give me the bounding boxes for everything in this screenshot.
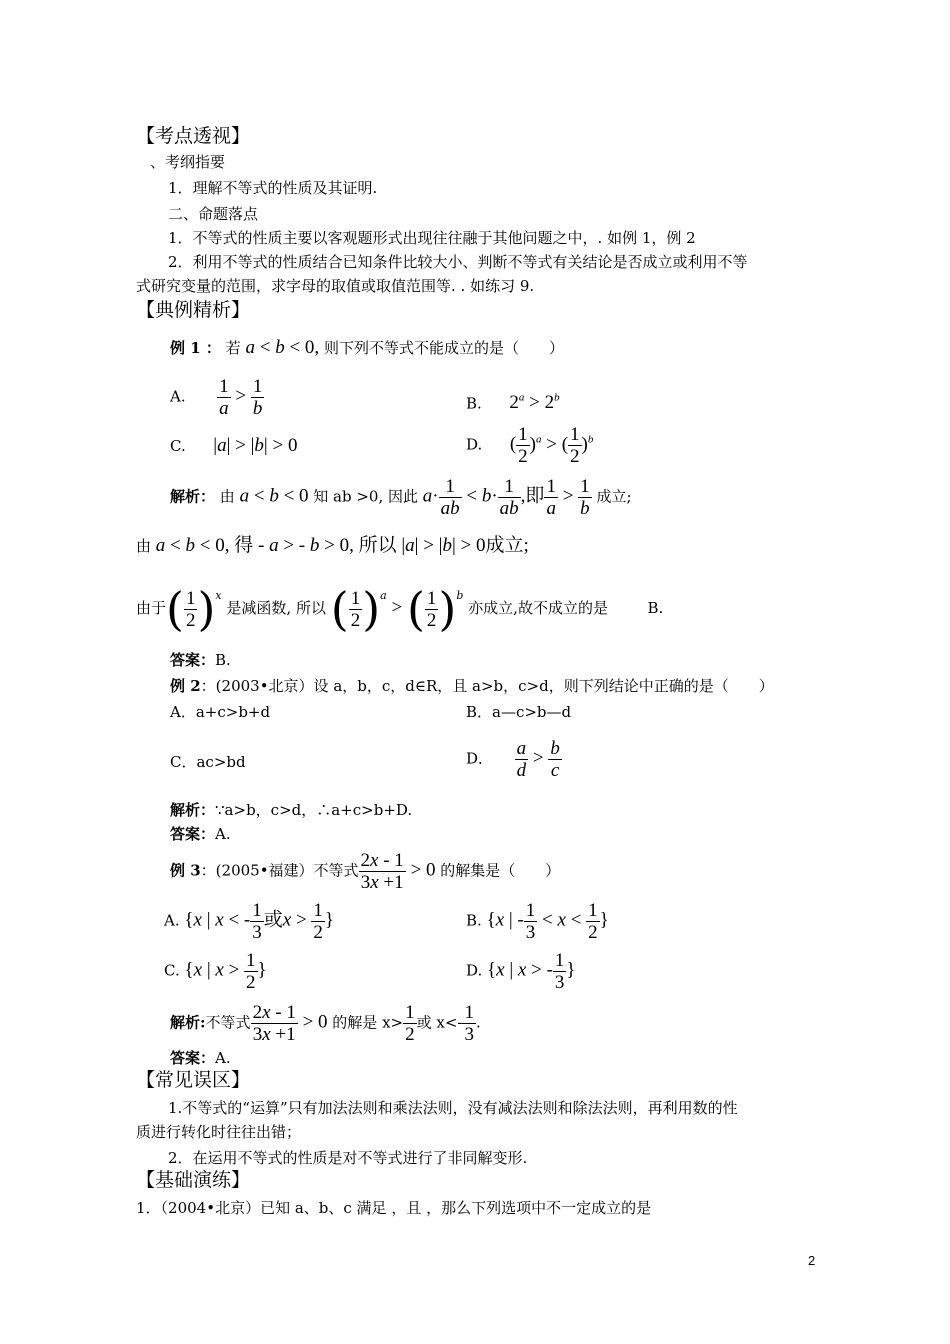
example-3-option-b: B. {x | - $\frac{1}{3}$ < x < $\frac{1}{2}$ } [466,900,609,943]
section-title-wuqu: 【常见误区】 [136,1069,251,1091]
example-2-answer: 答案：A. [170,825,231,843]
list-item: 2．在运用不等式的性质是对不等式进行了非同解变形. [168,1149,528,1167]
list-item-cont: 质进行转化时往往出错； [136,1123,302,1141]
example-3-option-c: C. {x | x > $\frac{1}{2}$ } [164,950,267,993]
example-1-solution-2: 由 a < b < 0, 得 - a > - b > 0, 所以 |a| > |b| > 0成立; [136,535,529,556]
list-item: 1．不等式的性质主要以客观题形式出现往往融于其他问题之中，. 如例 1，例 2 [168,229,696,247]
section-title-yanlian: 【基础演练】 [136,1169,251,1191]
example-1-option-c: C. |a| > |b| > 0 [170,435,298,456]
section-title-dianli: 【典例精析】 [136,299,251,321]
example-1-option-b: B. $2^a > 2^b$ [466,392,560,414]
example-3-question: 例 3：(2005•福建）不等式 $\frac{2x - 1}{3x +1}$ > 0 的解集是（ ） [170,850,561,893]
exercise-1: 1．（2004•北京）已知 a、b、c 满足 ，且 ，那么下列选项中不一定成立的是 [136,1199,652,1217]
example-1-solution: 解析： 由 a < b < 0 知 ab >0, 因此 a· $\frac{1}{ab}$ < b· $\frac{1}{ab}$ ,即 $\frac{1}{a}$ > $\frac{1}{b}$ 成立; [170,476,632,519]
list-item: 1．理解不等式的性质及其证明. [168,179,378,197]
example-1-answer: 答案：B. [170,651,231,669]
list-item-cont: 式研究变量的范围，求字母的取值或取值范围等. . 如练习 9. [136,277,535,295]
example-3-answer: 答案：A. [170,1049,231,1067]
example-1-question: 例 1 ： 若 a < b < 0, 则下列不等式不能成立的是（ ） [170,337,564,358]
example-3-option-a: A. {x | x < - $\frac{1}{3}$ 或x > $\frac{1}{2}$ } [164,900,335,943]
example-3-option-d: D. {x | x > - $\frac{1}{3}$ } [466,950,576,993]
example-2-option-d: D． $\frac{a}{d}$ > $\frac{b}{c}$ [466,738,560,781]
list-item: 1.不等式的“运算”只有加法法则和乘法法则，没有减法法则和除法法则，再利用数的性 [168,1099,738,1117]
example-1-option-a: A. $\frac{1}{a}$ > $\frac{1}{b}$ [170,376,263,419]
example-2-solution: 解析：∵a>b，c>d，∴a+c>b+D. [170,801,413,819]
subheading-gangyao: 、考纲指要 [150,153,226,171]
example-3-solution: 解析:不等式 $\frac{2x - 1}{3x +1}$ > 0 的解是 x> $\frac{1}{2}$ 或 x<- $\frac{1}{3}$ . [170,1002,481,1045]
subheading-mingti: 二、命题落点 [168,205,259,223]
list-item: 2．利用不等式的性质结合已知条件比较大小、判断不等式有关结论是否成立或利用不等 [168,253,748,271]
example-2-option-b: B．a—c>b—d [466,703,572,721]
example-1-solution-3: 由于( $\frac{1}{2}$ )$^x$ 是减函数, 所以 ( $\frac{1}{2}$ )$^a$ > ( $\frac{1}{2}$ )$^b$ 亦成立,故不成立的是 B. [136,582,664,636]
example-2-question: 例 2：(2003•北京）设 a，b，c，d∈R，且 a>b，c>d，则下列结论中正确的是（ ） [170,677,774,695]
page-number: 2 [808,1253,816,1268]
example-1-option-d: D. ( $\frac{1}{2}$ )$^a$ > ( $\frac{1}{2}$ )$^b$ [466,424,594,467]
section-title-kaodian: 【考点透视】 [136,125,251,147]
example-2-option-a: A．a+c>b+d [170,703,271,721]
example-2-option-c: C．ac>bd [170,753,246,771]
